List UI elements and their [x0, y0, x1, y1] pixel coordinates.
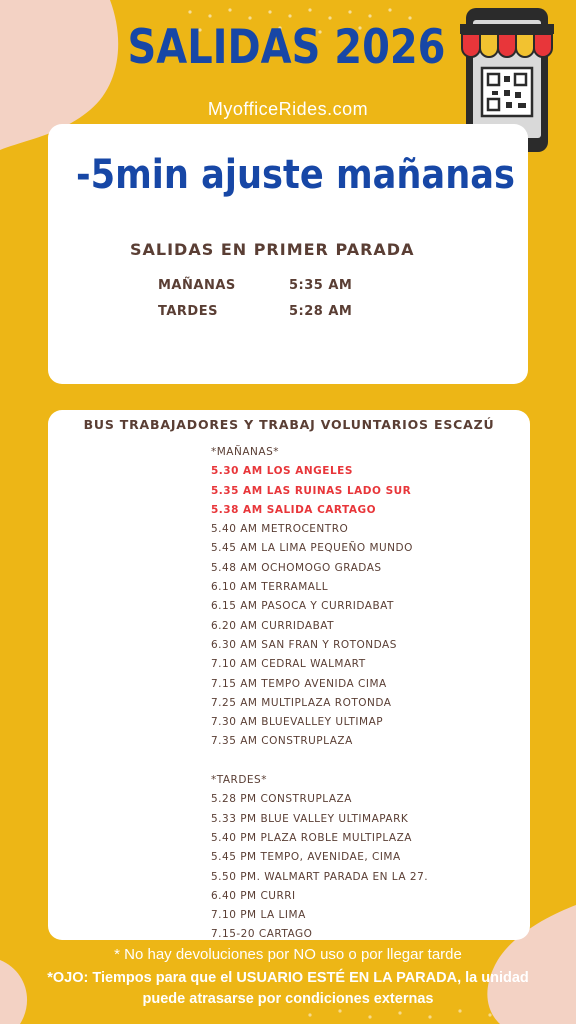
- schedule-stop: 7.10 AM CEDRAL WALMART: [211, 658, 366, 671]
- first-stop-row-morning: [158, 278, 353, 293]
- schedule-stop: 7.25 AM MULTIPLAZA ROTONDA: [211, 696, 392, 709]
- departure-notice-card: [48, 124, 528, 384]
- schedule-stop: 5.50 PM. WALMART PARADA EN LA 27.: [211, 870, 429, 883]
- schedule-title: BUS TRABAJADORES Y TRABAJ VOLUNTARIOS ESCAZÚ: [83, 417, 495, 432]
- schedule-stop: 7.15 AM TEMPO AVENIDA CIMA: [211, 677, 387, 690]
- schedule-stop: 5.40 PM PLAZA ROBLE MULTIPLAZA: [211, 831, 412, 844]
- schedule-stop: 7.10 PM LA LIMA: [211, 909, 306, 922]
- afternoon-header: *TARDES*: [211, 774, 267, 787]
- schedule-stop: 6.20 AM CURRIDABAT: [211, 619, 335, 632]
- schedule-stop: 6.15 AM PASOCA Y CURRIDABAT: [211, 600, 394, 613]
- schedule-stop: 7.35 AM CONSTRUPLAZA: [211, 735, 353, 748]
- schedule-stop-highlighted: 5.38 AM SALIDA CARTAGO: [211, 503, 377, 516]
- first-stop-label: MAÑANAS: [158, 278, 236, 293]
- schedule-stop: 6.40 PM CURRI: [211, 889, 296, 902]
- schedule-list: [211, 443, 428, 945]
- schedule-stop-highlighted: 5.30 AM LOS ANGELES: [211, 465, 353, 478]
- schedule-stop-highlighted: 5.35 AM LAS RUINAS LADO SUR: [211, 484, 412, 497]
- no-refund-note: * No hay devoluciones por NO uso o por llegar tarde: [114, 946, 462, 963]
- schedule-stop: 6.10 AM TERRAMALL: [211, 581, 329, 594]
- schedule-stop: 5.33 PM BLUE VALLEY ULTIMAPARK: [211, 812, 409, 825]
- first-stop-label: TARDES: [158, 304, 218, 319]
- schedule-stop: 5.40 AM METROCENTRO: [211, 523, 349, 536]
- page-title: SALIDAS 2026: [127, 20, 446, 75]
- schedule-stop: 5.28 PM CONSTRUPLAZA: [211, 793, 352, 806]
- schedule-stop: 7.15-20 CARTAGO: [211, 928, 313, 941]
- schedule-stop: 5.45 PM TEMPO, AVENIDAE, CIMA: [211, 851, 401, 864]
- schedule-stop: 5.48 AM OCHOMOGO GRADAS: [211, 561, 382, 574]
- morning-header: *MAÑANAS*: [211, 446, 279, 458]
- morning-adjustment-heading: -5min ajuste mañanas: [76, 152, 515, 198]
- first-stop-time: 5:28 AM: [289, 304, 353, 319]
- first-stop-row-afternoon: [158, 304, 353, 319]
- schedule-stop: 5.45 AM LA LIMA PEQUEÑO MUNDO: [211, 542, 413, 555]
- schedule-stop: 7.30 AM BLUEVALLEY ULTIMAP: [211, 716, 384, 729]
- schedule-stop: 6.30 AM SAN FRAN Y ROTONDAS: [211, 638, 397, 651]
- website-label: MyofficeRides.com: [207, 99, 369, 119]
- first-stop-time: 5:35 AM: [289, 278, 353, 293]
- bus-schedule-card: [48, 410, 530, 940]
- first-stop-title: SALIDAS EN PRIMER PARADA: [130, 240, 415, 259]
- arrival-warning-note: *OJO: Tiempos para que el USUARIO ESTÉ EN LA PARADA, la unidad puede atrasarse por condiciones externas: [47, 970, 529, 1007]
